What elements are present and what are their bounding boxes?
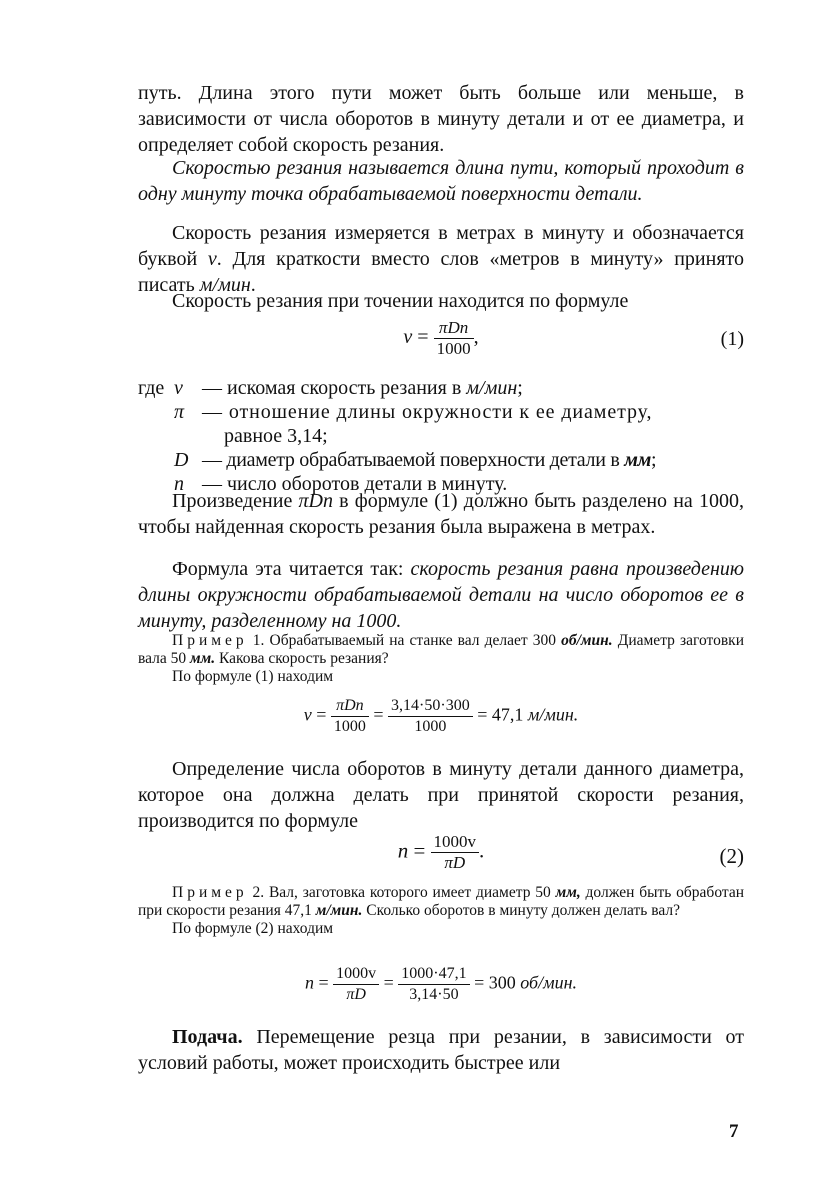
feed-text bbox=[138, 1024, 744, 1076]
example-1-fraction-1-num: πDn bbox=[331, 696, 369, 717]
example-2-fraction-1-den: πD bbox=[346, 986, 366, 1003]
reading-italic: скорость резания равна произведению длины окружности обрабатываемой детали на число оборотов ее в минуту, разделенному на 1000. bbox=[138, 558, 744, 632]
example-1-formula-eq2: = bbox=[373, 704, 384, 725]
symbol-definitions bbox=[138, 376, 744, 496]
definition-end: ; bbox=[517, 377, 523, 399]
example-1-formula-eq1: = bbox=[316, 704, 327, 725]
formula-2-eq: = bbox=[413, 838, 426, 863]
rpm-text: Определение числа оборотов в минуту детали данного диаметра, которое она должна делать при принятой скорости резания, производится по формуле bbox=[138, 758, 744, 832]
formula-2-fraction bbox=[431, 832, 480, 873]
example-1-text-a: 1. Обрабатываемый на станке вал делает 300 bbox=[247, 632, 562, 649]
example-1-fraction-2 bbox=[388, 696, 473, 737]
paragraph-turning bbox=[138, 288, 744, 314]
formula-2-tail: . bbox=[479, 838, 485, 863]
definition-row bbox=[138, 376, 744, 400]
turning-text: Скорость резания при точении находится по формуле bbox=[172, 290, 629, 312]
definition-dash: — bbox=[202, 473, 222, 495]
example-2-unit-a: мм, bbox=[555, 884, 581, 901]
example-2-fraction-2 bbox=[398, 964, 469, 1005]
example-2-formula-eq1: = bbox=[318, 972, 329, 993]
definition-body: отношение длины окружности к ее диаметру, bbox=[228, 401, 653, 423]
feed-heading: Подача. bbox=[172, 1026, 243, 1048]
product-text-before: Произведение bbox=[172, 490, 299, 512]
definition-symbol: v bbox=[174, 377, 183, 399]
top-paragraph: путь. Длина этого пути может быть больше или меньше, в зависимости от числа оборотов в минуту детали и от ее диаметра, и определяет собой скорость резания. bbox=[138, 82, 744, 156]
definition-unit: мм bbox=[624, 449, 651, 471]
formula-1-eq: = bbox=[417, 326, 429, 349]
formula-1-fraction bbox=[434, 318, 474, 359]
formula-1 bbox=[138, 318, 744, 364]
formula-2-number: (2) bbox=[719, 844, 744, 868]
paragraph-rpm bbox=[138, 756, 744, 834]
definition-dash: — bbox=[202, 401, 223, 423]
paragraph-path-length bbox=[138, 80, 744, 158]
formula-2-lhs: n bbox=[397, 838, 409, 863]
formula-example-2 bbox=[138, 964, 744, 1010]
example-1-text-b: Диаметр заготовки вала 50 bbox=[138, 632, 744, 667]
example-2-text-b: должен быть обработан при скорости резания 47,1 bbox=[138, 884, 744, 919]
example-2-label: Пример bbox=[172, 884, 248, 901]
definition-body: число оборотов детали в минуту. bbox=[227, 473, 508, 495]
product-text bbox=[138, 488, 744, 540]
example-2-formula-result: = 300 bbox=[474, 972, 516, 993]
formula-1-tail: , bbox=[473, 326, 479, 349]
definition-body: искомая скорость резания в bbox=[227, 377, 467, 399]
example-1-label: Пример bbox=[172, 632, 248, 649]
formula-2-denominator: πD bbox=[444, 853, 466, 872]
definition-symbol: n bbox=[174, 473, 184, 495]
paragraph-feed bbox=[138, 1024, 744, 1076]
units-symbol: v bbox=[207, 248, 217, 270]
example-2-fraction-2-den: 3,14·50 bbox=[409, 986, 459, 1003]
formula-2 bbox=[138, 832, 744, 878]
definition-row bbox=[138, 448, 744, 472]
formula-1-denominator: 1000 bbox=[436, 339, 471, 358]
formula-2-numerator: 1000v bbox=[431, 832, 480, 853]
example-2-formula-unit: об/мин. bbox=[520, 972, 578, 993]
definition-text bbox=[202, 376, 523, 400]
definition-text bbox=[202, 400, 652, 424]
example-1-fraction-2-den: 1000 bbox=[414, 718, 447, 735]
definition-symbol: π bbox=[174, 401, 185, 423]
definition-dash: — bbox=[202, 377, 222, 399]
example-1-unit-b: мм. bbox=[190, 650, 216, 667]
definition-symbol: D bbox=[174, 449, 189, 471]
definition-row bbox=[138, 400, 744, 424]
example-2 bbox=[138, 884, 744, 938]
example-1-unit-a: об/мин. bbox=[561, 632, 613, 649]
example-1-intro: По формуле (1) находим bbox=[172, 668, 334, 685]
product-expression: πDn bbox=[298, 490, 333, 512]
example-1 bbox=[138, 632, 744, 686]
example-2-fraction-1 bbox=[333, 964, 379, 1005]
example-2-formula-eq2: = bbox=[383, 972, 394, 993]
units-text-after: . bbox=[250, 274, 256, 296]
example-2-fraction-2-num: 1000·47,1 bbox=[398, 964, 469, 985]
units-text bbox=[138, 220, 744, 298]
product-text-after: в формуле (1) должно быть разделено на 1000, чтобы найденная скорость резания была выражена в метрах. bbox=[138, 490, 744, 538]
paragraph-reading bbox=[138, 556, 744, 634]
units-text-before: Скорость резания измеряется в метрах в минуту и обозначается буквой bbox=[138, 222, 744, 270]
example-1-fraction-1 bbox=[331, 696, 369, 737]
example-1-text-c: Какова скорость резания? bbox=[215, 650, 389, 667]
example-2-intro: По формуле (2) находим bbox=[172, 920, 334, 937]
example-2-unit-b: м/мин. bbox=[315, 902, 363, 919]
definition-text bbox=[202, 448, 656, 472]
reading-text bbox=[138, 556, 744, 634]
example-2-text bbox=[138, 884, 744, 920]
units-unit: м/мин bbox=[199, 274, 251, 296]
example-2-text-c: Сколько оборотов в минуту должен делать вал? bbox=[362, 902, 680, 919]
units-text-middle: . Для краткости вместо слов «метров в минуту» принято писать bbox=[138, 248, 745, 296]
feed-body: Перемещение резца при резании, в зависимости от условий работы, может происходить быстрее или bbox=[138, 1026, 744, 1074]
example-1-text bbox=[138, 632, 744, 668]
example-1-formula-lhs: v bbox=[303, 704, 312, 725]
definitions-lead: где bbox=[138, 377, 165, 399]
example-2-text-a: 2. Вал, заготовка которого имеет диаметр 50 bbox=[247, 884, 556, 901]
paragraph-definition bbox=[138, 155, 744, 207]
example-1-fraction-2-num: 3,14·50·300 bbox=[388, 696, 473, 717]
paragraph-product bbox=[138, 488, 744, 540]
definition-unit: м/мин bbox=[466, 377, 518, 399]
definition-dash: — bbox=[202, 449, 222, 471]
formula-1-lhs: v bbox=[403, 326, 413, 349]
cutting-speed-definition: Скоростью резания называется длина пути, который проходит в одну минуту точка обрабатываемой поверхности детали. bbox=[138, 157, 744, 205]
example-1-formula-unit: м/мин. bbox=[527, 704, 579, 725]
example-2-fraction-1-num: 1000v bbox=[333, 964, 379, 985]
example-1-fraction-1-den: 1000 bbox=[333, 718, 366, 735]
definition-continuation: равное 3,14; bbox=[224, 425, 328, 447]
formula-1-number: (1) bbox=[720, 328, 744, 350]
paragraph-units bbox=[138, 220, 744, 298]
page-number: 7 bbox=[729, 1121, 739, 1142]
definition-body: диаметр обрабатываемой поверхности детали в bbox=[226, 449, 625, 471]
formula-example-1 bbox=[138, 696, 744, 742]
definition-end: ; bbox=[651, 449, 657, 471]
reading-lead: Формула эта читается так: bbox=[172, 558, 411, 580]
formula-1-numerator: πDn bbox=[434, 318, 474, 339]
example-2-formula-lhs: n bbox=[304, 972, 314, 993]
example-1-formula-result: = 47,1 bbox=[477, 704, 524, 725]
